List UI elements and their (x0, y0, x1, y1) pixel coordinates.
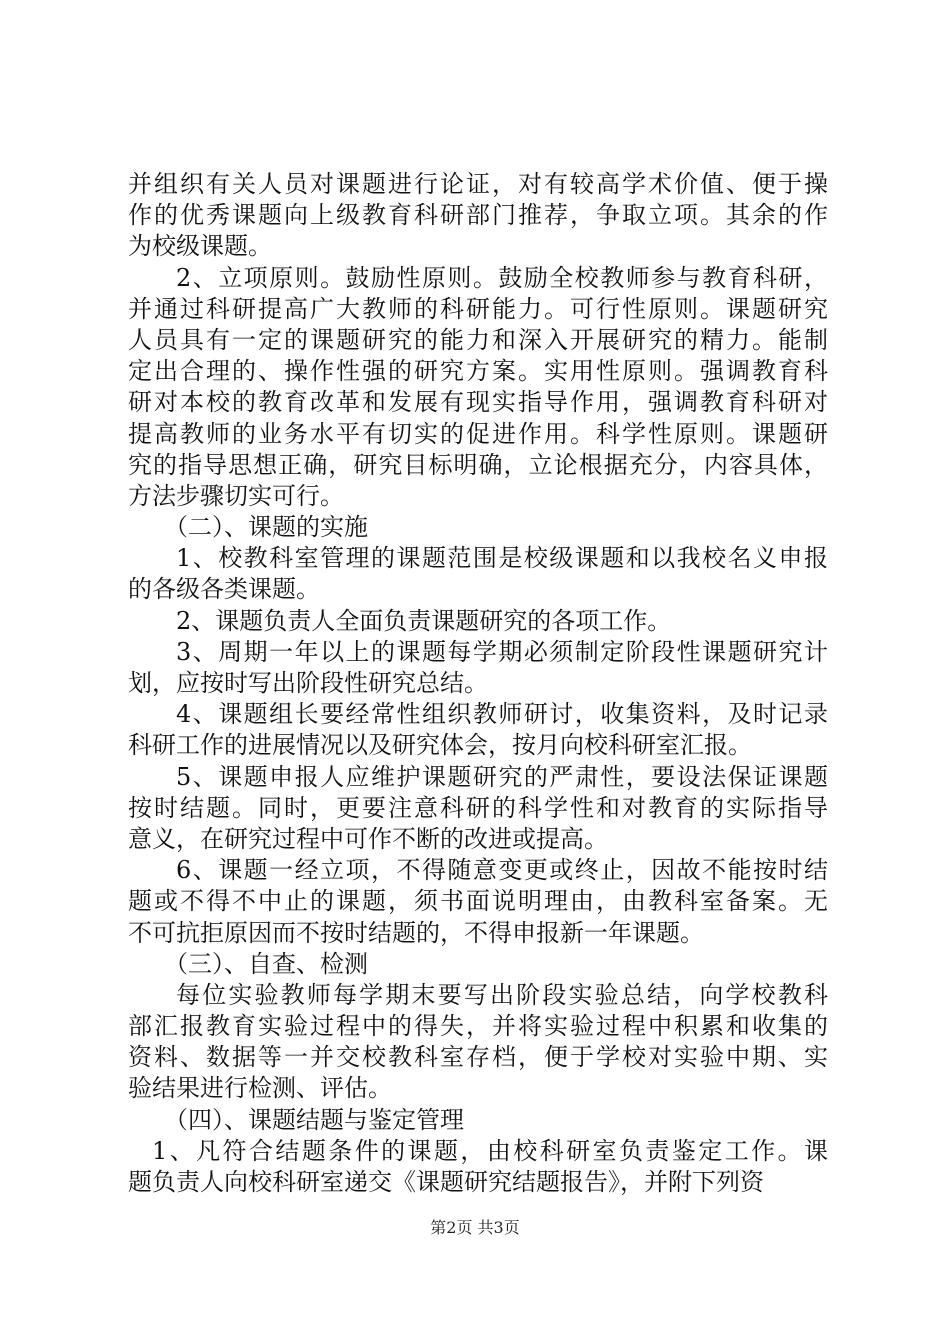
text-line: 人员具有一定的课题研究的能力和深入开展研究的精力。能制 (128, 325, 828, 354)
paragraph (128, 855, 828, 949)
text-line: 科研工作的进展情况以及研究体会，按月向校科研室汇报。 (128, 731, 752, 760)
paragraph (128, 637, 828, 699)
text-line: 资料、数据等一并交校教科室存档，便于学校对实验中期、实 (128, 1043, 828, 1072)
text-line: 2、课题负责人全面负责课题研究的各项工作。 (176, 606, 672, 635)
text-line: 划，应按时写出阶段性研究总结。 (128, 669, 488, 697)
document-body (128, 169, 828, 1198)
text-line: （四）、课题结题与鉴定管理 (164, 1105, 464, 1134)
text-line: 作的优秀课题向上级教育科研部门推荐，争取立项。其余的作 (128, 201, 828, 230)
section-heading (128, 1105, 828, 1136)
text-line: 4、课题组长要经常性组织教师研讨，收集资料，及时记录 (176, 700, 828, 729)
text-line: 方法步骤切实可行。 (128, 481, 344, 510)
paragraph (128, 980, 828, 1105)
text-line: （三）、自查、检测 (164, 949, 368, 978)
text-line: 5、课题申报人应维护课题研究的严肃性，要设法保证课题 (176, 762, 828, 791)
text-line: 6、课题一经立项，不得随意变更或终止，因故不能按时结 (176, 856, 828, 885)
text-line: 按时结题。同时，更要注意科研的科学性和对教育的实际指导 (128, 793, 828, 822)
text-line: 研对本校的教育改革和发展有现实指导作用，强调教育科研对 (128, 388, 828, 417)
text-line: 为校级课题。 (128, 232, 272, 261)
text-line: 每位实验教师每学期末要写出阶段实验总结，向学校教科 (176, 980, 828, 1009)
text-line: 提高教师的业务水平有切实的促进作用。科学性原则。课题研 (128, 419, 828, 448)
section-heading (128, 949, 828, 980)
paragraph (128, 263, 828, 513)
text-line: 1、凡符合结题条件的课题，由校科研室负责鉴定工作。课 (152, 1136, 828, 1165)
text-line: 究的指导思想正确，研究目标明确，立论根据充分，内容具体， (128, 450, 828, 479)
text-line: 并通过科研提高广大教师的科研能力。可行性原则。课题研究 (128, 294, 828, 323)
text-line: （二）、课题的实施 (164, 513, 368, 542)
paragraph (128, 543, 828, 605)
paragraph (128, 699, 828, 761)
paragraph (128, 1136, 828, 1198)
paragraph (128, 169, 828, 263)
paragraph (128, 762, 828, 856)
section-heading (128, 512, 828, 543)
text-line: 并组织有关人员对课题进行论证，对有较高学术价值、便于操 (128, 170, 828, 198)
text-line: 2、立项原则。鼓励性原则。鼓励全校教师参与教育科研， (176, 263, 828, 292)
page-footer: 第2页 共3页 (430, 1218, 520, 1237)
text-line: 不可抗拒原因而不按时结题的，不得申报新一年课题。 (128, 918, 704, 947)
text-line: 题或不得不中止的课题，须书面说明理由，由教科室备案。无 (128, 887, 828, 916)
paragraph (128, 606, 828, 637)
text-line: 意义，在研究过程中可作不断的改进或提高。 (128, 824, 608, 853)
text-line: 1、校教科室管理的课题范围是校级课题和以我校名义申报 (176, 544, 828, 573)
text-line: 验结果进行检测、评估。 (128, 1074, 392, 1103)
text-line: 题负责人向校科研室递交《课题研究结题报告》，并附下列资 (128, 1168, 764, 1196)
text-line: 3、周期一年以上的课题每学期必须制定阶段性课题研究计 (176, 637, 828, 666)
text-line: 的各级各类课题。 (128, 575, 320, 604)
text-line: 定出合理的、操作性强的研究方案。实用性原则。强调教育科 (128, 357, 828, 386)
text-line: 部汇报教育实验过程中的得失，并将实验过程中积累和收集的 (128, 1012, 828, 1041)
